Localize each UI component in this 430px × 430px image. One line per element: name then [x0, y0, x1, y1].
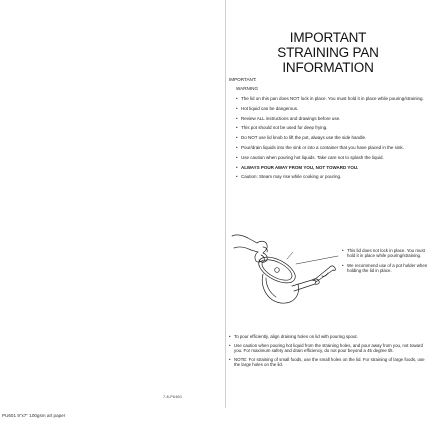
bullet-icon: • — [236, 164, 238, 170]
warning-item — [236, 125, 428, 130]
bullet-icon: • — [236, 154, 238, 160]
tip-text: Use caution when pouring hot liquid from the straining holes, and pour away from you, not toward you. For maximum safety and drain efficiency, do not pour beyond a 45 degree tilt. — [234, 342, 423, 353]
bullet-icon: • — [342, 248, 344, 253]
warning-text: Caution: Steam may rise while cooking or pouring. — [241, 174, 342, 180]
bullet-icon: • — [236, 96, 238, 101]
warning-text: The lid on this pan does NOT lock in place. You must hold it in place while pouring/straining. — [241, 96, 424, 101]
bullet-icon: • — [236, 125, 238, 131]
bullet-icon: • — [342, 262, 344, 268]
print-slug — [0, 408, 430, 430]
warning-text: Pour/drain liquids into the sink or into a container that you have placed in the sink. — [241, 144, 404, 150]
callout-item — [342, 263, 428, 273]
warning-item — [236, 174, 428, 179]
print-spec-text: PU601 8"x7" 100gsm art paper — [2, 413, 66, 418]
callout-text: We recommend use of a pot holder when holding the lid in place. — [347, 262, 428, 273]
pouring-tips-list — [229, 334, 427, 370]
page-title — [226, 30, 430, 75]
warning-item — [236, 106, 428, 111]
title-line: STRAINING PAN — [277, 45, 379, 60]
warning-list — [236, 96, 428, 184]
warning-item — [236, 135, 428, 140]
callout-item — [342, 248, 428, 258]
right-page — [226, 0, 430, 408]
warning-item — [236, 165, 428, 170]
tip-text: NOTE: For straining of small foods, use the small holes on the lid. For straining of large foods, use the large holes on the lid. — [234, 356, 425, 367]
tip-item — [229, 343, 427, 353]
warning-text: Do NOT use lid knob to lift the pot, always use the side handle. — [241, 135, 367, 141]
bullet-icon: • — [236, 135, 238, 141]
tip-text: To pour efficiently, align draining holes on lid with pouring spout. — [234, 334, 358, 339]
callout-text: This lid does not lock in place. You must hold it in place while pouring/straining. — [347, 248, 425, 258]
pan-straining-illustration-icon — [230, 226, 342, 318]
bullet-icon: • — [236, 144, 238, 150]
warning-item — [236, 96, 428, 101]
warning-text: Review ALL instructions and drawings before use. — [241, 115, 341, 121]
bullet-icon: • — [236, 115, 238, 121]
warning-text: ALWAYS POUR AWAY FROM YOU, NOT TOWARD YOU. — [241, 164, 359, 170]
important-label: IMPORTANT: — [229, 77, 257, 82]
illustration-callouts — [342, 248, 428, 277]
bullet-icon: • — [229, 356, 231, 362]
tip-item — [229, 357, 427, 367]
warning-text: Hot liquid can be dangerous. — [241, 105, 299, 111]
page-number: 7-8-PU601 — [163, 395, 183, 399]
bullet-icon: • — [236, 105, 238, 111]
warning-item — [236, 155, 428, 160]
bullet-icon: • — [236, 174, 238, 180]
warning-text: This pot should not be used for deep frying. — [241, 125, 328, 131]
left-page — [0, 0, 224, 408]
warning-item — [236, 116, 428, 121]
bullet-icon: • — [229, 334, 231, 339]
bullet-icon: • — [229, 342, 231, 348]
warning-item — [236, 145, 428, 150]
tip-item — [229, 334, 427, 339]
warning-text: Use caution when pouring hot liquids. Take care not to splash the liquid. — [241, 154, 384, 160]
title-line: INFORMATION — [282, 60, 374, 75]
title-line: IMPORTANT — [289, 30, 367, 45]
warning-label: WARNING — [236, 86, 259, 91]
